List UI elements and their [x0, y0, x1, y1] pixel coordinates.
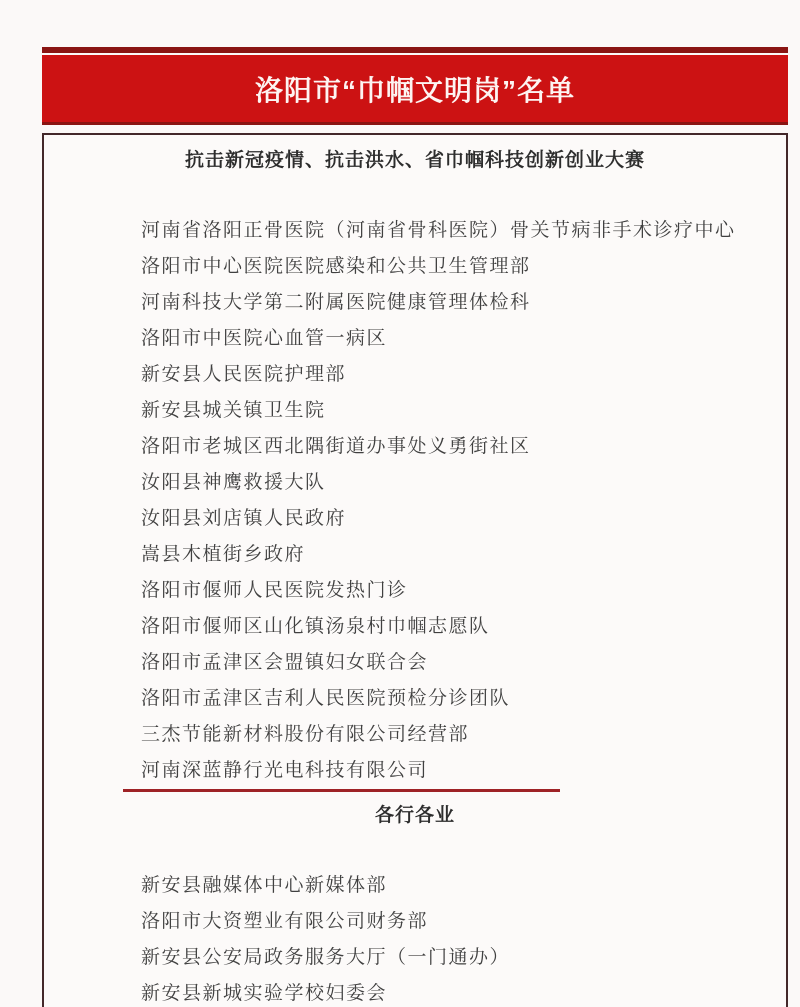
list-item: 新安县城关镇卫生院: [141, 400, 326, 421]
banner-top-rule: [42, 47, 788, 53]
list-item: 汝阳县刘店镇人民政府: [141, 508, 347, 529]
list-item: 洛阳市老城区西北隅街道办事处义勇街社区: [141, 436, 531, 457]
list-item: 洛阳市中心医院医院感染和公共卫生管理部: [141, 256, 531, 277]
org-list-industries: [44, 868, 786, 1007]
list-item: 洛阳市中医院心血管一病区: [141, 328, 388, 349]
list-item: 汝阳县神鹰救援大队: [141, 472, 326, 493]
list-item: 新安县人民医院护理部: [141, 364, 347, 385]
list-item: 洛阳市孟津区吉利人民医院预检分诊团队: [141, 688, 511, 709]
list-item: 洛阳市偃师区山化镇汤泉村巾帼志愿队: [141, 616, 490, 637]
list-item: 新安县新城实验学校妇委会: [141, 983, 388, 1004]
list-item: 河南科技大学第二附属医院健康管理体检科: [141, 292, 531, 313]
section-heading-industries: 各行各业: [374, 805, 455, 826]
org-list-contest: [44, 213, 786, 789]
list-item: 洛阳市偃师人民医院发热门诊: [141, 580, 408, 601]
page-title: 洛阳市“巾帼文明岗”名单: [254, 74, 575, 106]
list-item: 三杰节能新材料股份有限公司经营部: [141, 724, 470, 745]
title-banner: [42, 55, 788, 125]
list-item: 嵩县木植街乡政府: [141, 544, 306, 565]
list-item: 洛阳市孟津区会盟镇妇女联合会: [141, 652, 429, 673]
section-divider: [123, 789, 560, 792]
list-item: 河南深蓝静行光电科技有限公司: [141, 760, 429, 781]
document: [42, 47, 788, 1007]
list-item: 河南省洛阳正骨医院（河南省骨科医院）骨关节病非手术诊疗中心: [141, 220, 736, 241]
list-item: 新安县公安局政务服务大厅（一门通办）: [141, 947, 511, 968]
section-heading-contest: 抗击新冠疫情、抗击洪水、省巾帼科技创新创业大赛: [184, 150, 645, 171]
list-item: 洛阳市大资塑业有限公司财务部: [141, 911, 429, 932]
list-box: [42, 133, 788, 1007]
list-item: 新安县融媒体中心新媒体部: [141, 875, 388, 896]
